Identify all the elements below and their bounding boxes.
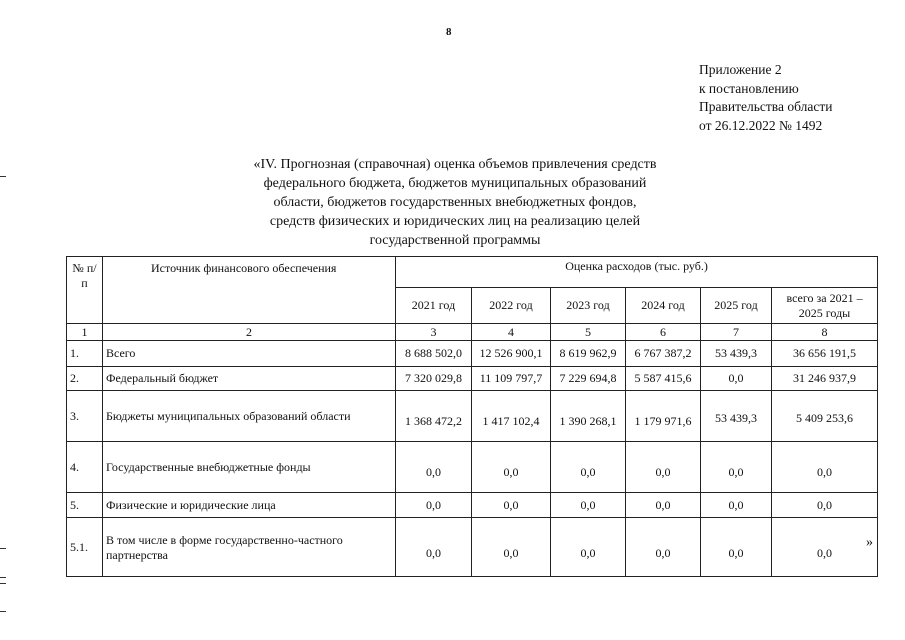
value-cell: 8 688 502,0 — [396, 341, 472, 367]
source-name: Всего — [103, 341, 396, 367]
total-cell: 0,0 — [772, 442, 878, 493]
heading-line: государственной программы — [369, 233, 541, 248]
header-row — [67, 257, 878, 288]
column-number: 4 — [472, 324, 551, 341]
funding-table — [66, 256, 878, 577]
table-row — [67, 341, 878, 367]
expense-estimate-header: Оценка расходов (тыс. руб.) — [396, 257, 878, 288]
year-header: 2023 год — [551, 288, 626, 324]
col-source-header: Источник финансового обеспечения — [103, 257, 396, 324]
closing-quote: » — [866, 535, 873, 550]
year-header: 2025 год — [701, 288, 772, 324]
row-number: 5.1. — [67, 518, 103, 577]
source-name: Федеральный бюджет — [103, 367, 396, 391]
total-cell: 0,0 — [772, 518, 878, 577]
appendix-line: Приложение 2 — [699, 62, 782, 77]
value-cell: 0,0 — [701, 493, 772, 518]
column-number: 2 — [103, 324, 396, 341]
table-row — [67, 442, 878, 493]
value-cell: 0,0 — [396, 518, 472, 577]
total-cell: 5 409 253,6 — [772, 391, 878, 442]
source-name: Бюджеты муниципальных образований области — [103, 391, 396, 442]
scan-mark — [0, 583, 6, 584]
value-cell: 0,0 — [396, 493, 472, 518]
value-cell: 0,0 — [626, 442, 701, 493]
value-cell: 6 767 387,2 — [626, 341, 701, 367]
column-number: 3 — [396, 324, 472, 341]
col-number-header: № п/п — [67, 257, 103, 324]
row-number: 3. — [67, 391, 103, 442]
column-number: 1 — [67, 324, 103, 341]
value-cell: 0,0 — [472, 518, 551, 577]
value-cell: 53 439,3 — [701, 341, 772, 367]
value-cell: 7 320 029,8 — [396, 367, 472, 391]
value-cell: 1 179 971,6 — [626, 391, 701, 442]
value-cell: 7 229 694,8 — [551, 367, 626, 391]
value-cell: 12 526 900,1 — [472, 341, 551, 367]
value-cell: 0,0 — [551, 442, 626, 493]
value-cell: 0,0 — [701, 518, 772, 577]
value-cell: 8 619 962,9 — [551, 341, 626, 367]
value-cell: 0,0 — [472, 493, 551, 518]
source-name: Физические и юридические лица — [103, 493, 396, 518]
scan-mark — [0, 611, 6, 612]
scan-mark — [0, 548, 6, 549]
value-cell: 1 390 268,1 — [551, 391, 626, 442]
value-cell: 1 417 102,4 — [472, 391, 551, 442]
value-cell: 0,0 — [396, 442, 472, 493]
table-row — [67, 518, 878, 577]
heading-line: федерального бюджета, бюджетов муниципальных образований — [263, 176, 647, 191]
scan-mark — [0, 176, 6, 177]
year-header: 2021 год — [396, 288, 472, 324]
year-header: 2022 год — [472, 288, 551, 324]
column-number: 5 — [551, 324, 626, 341]
appendix-line: Правительства области — [699, 99, 833, 114]
value-cell: 0,0 — [472, 442, 551, 493]
value-cell: 0,0 — [626, 493, 701, 518]
table-row — [67, 493, 878, 518]
year-header: 2024 год — [626, 288, 701, 324]
table-row — [67, 367, 878, 391]
appendix-line: от 26.12.2022 № 1492 — [699, 117, 823, 133]
value-cell: 0,0 — [551, 493, 626, 518]
heading-line: средств физических и юридических лиц на реализацию целей — [269, 214, 641, 229]
value-cell: 0,0 — [701, 442, 772, 493]
page-number: 8 — [446, 26, 452, 38]
value-cell: 11 109 797,7 — [472, 367, 551, 391]
value-cell: 5 587 415,6 — [626, 367, 701, 391]
heading-line: области, бюджетов государственных внебюджетных фондов, — [273, 195, 637, 210]
total-cell: 0,0 — [772, 493, 878, 518]
value-cell: 1 368 472,2 — [396, 391, 472, 442]
source-name: В том числе в форме государственно-частного партнерства — [103, 518, 396, 577]
value-cell: 53 439,3 — [701, 391, 772, 442]
appendix-line: к постановлению — [699, 80, 799, 96]
table-row — [67, 391, 878, 442]
appendix-reference — [699, 61, 832, 135]
source-name: Государственные внебюджетные фонды — [103, 442, 396, 493]
row-number: 4. — [67, 442, 103, 493]
column-number: 8 — [772, 324, 878, 341]
column-numbers-row — [67, 324, 878, 341]
column-number: 7 — [701, 324, 772, 341]
total-header: всего за 2021 – 2025 годы — [772, 288, 878, 324]
row-number: 1. — [67, 341, 103, 367]
row-number: 2. — [67, 367, 103, 391]
section-heading — [215, 155, 695, 250]
value-cell: 0,0 — [626, 518, 701, 577]
column-number: 6 — [626, 324, 701, 341]
scan-mark — [0, 577, 6, 578]
row-number: 5. — [67, 493, 103, 518]
value-cell: 0,0 — [551, 518, 626, 577]
value-cell: 0,0 — [701, 367, 772, 391]
total-cell: 31 246 937,9 — [772, 367, 878, 391]
heading-line: «IV. Прогнозная (справочная) оценка объемов привлечения средств — [253, 157, 657, 172]
total-cell: 36 656 191,5 — [772, 341, 878, 367]
